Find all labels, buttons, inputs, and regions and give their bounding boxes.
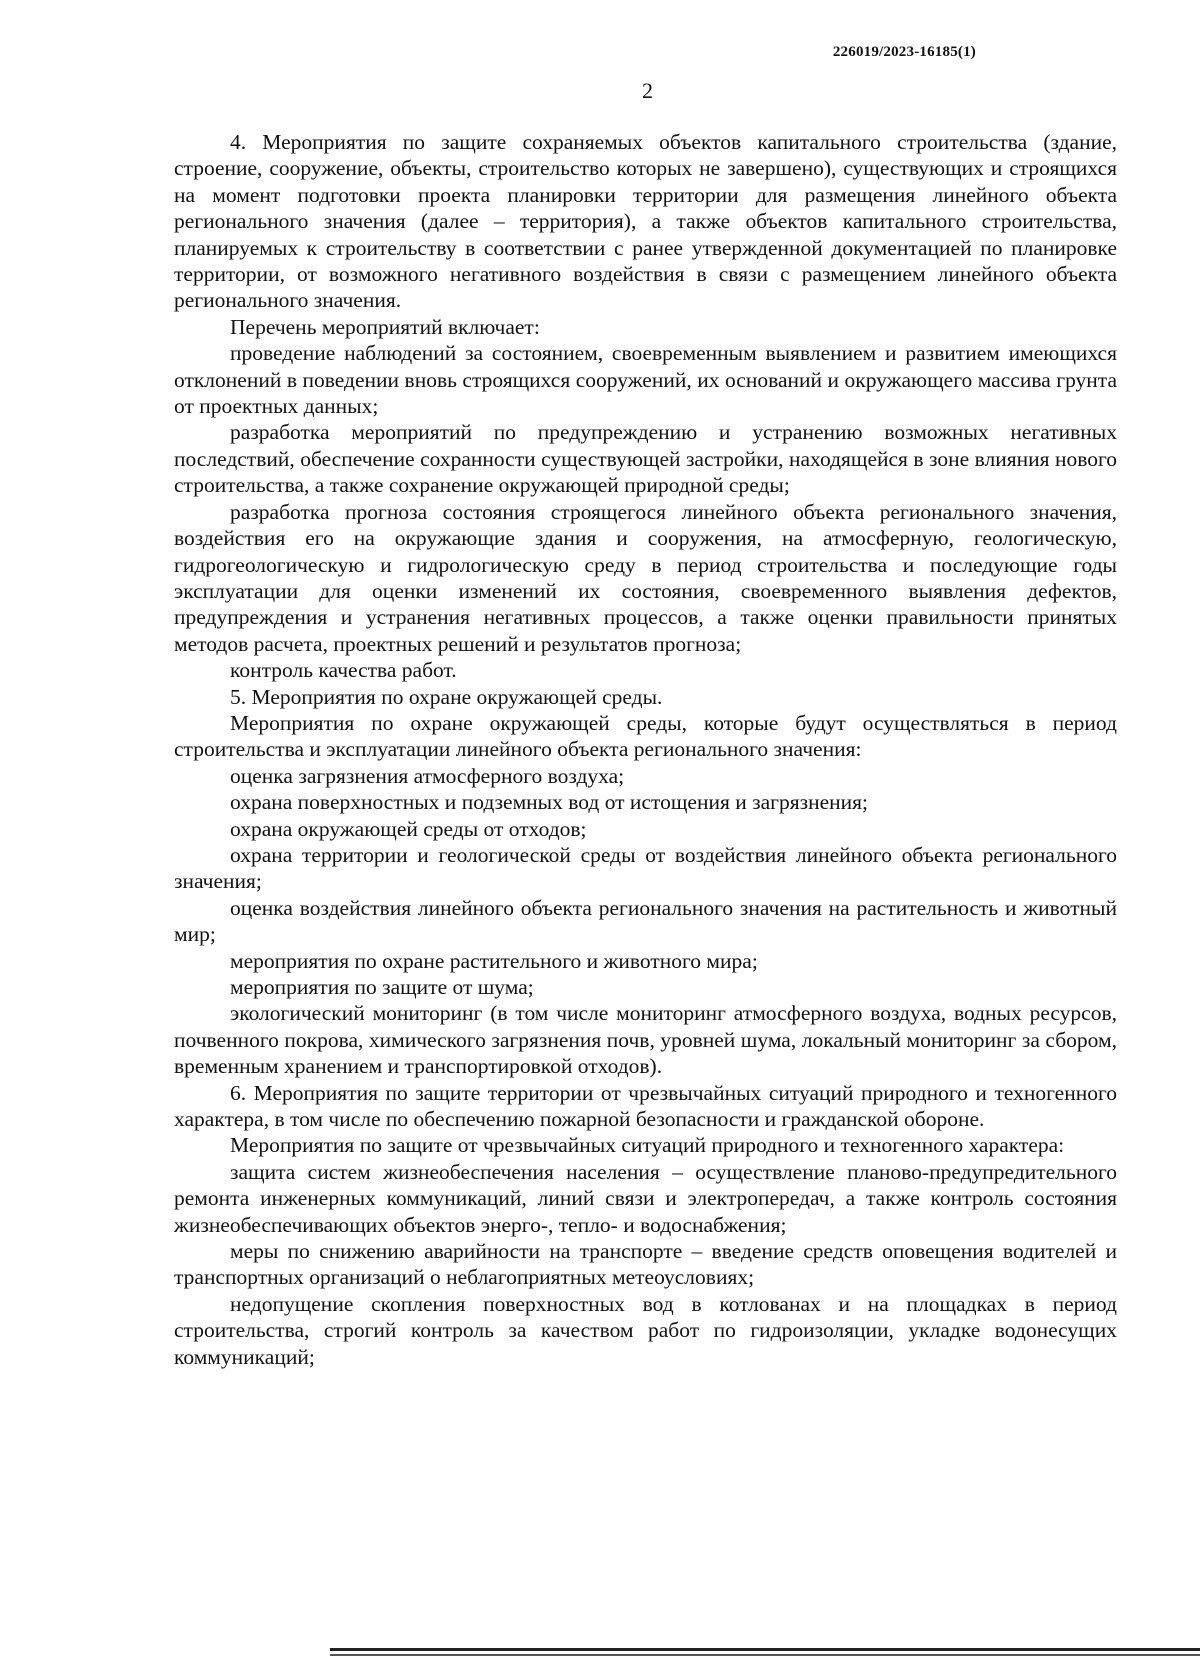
list-item-flora-fauna-protection: мероприятия по охране растительного и животного мира; xyxy=(230,948,758,973)
page-number: 2 xyxy=(642,78,653,103)
section-6-intro-paragraph: Мероприятия по защите от чрезвычайных ситуаций природного и техногенного характера: xyxy=(230,1133,1065,1158)
list-item-air-pollution: оценка загрязнения атмосферного воздуха; xyxy=(230,763,625,788)
list-item-observations: проведение наблюдений за состоянием, своевременным выявлением и развитием имеющихся отклонений в поведении вновь строящихся сооружений, их оснований и окружающего массива грунта от проектных данных; xyxy=(174,341,1117,419)
section-5-heading-paragraph: 5. Мероприятия по охране окружающей среды. xyxy=(230,684,663,709)
section-4-heading-paragraph: 4. Мероприятия по защите сохраняемых объектов капитального строительства (здание, строение, сооружение, объекты, строительство которых не завершено), существующих и строящихся на момент подготовки проекта планировки территории для размещения линейного объекта регионального значения (далее – территория), а также объектов капитального строительства, планируемых к строительству в соответствии с ранее утвержденной документацией по планировке территории, от возможного негативного воздействия в связи с размещением линейного объекта регионального значения. xyxy=(174,130,1117,313)
list-item-transport-safety: меры по снижению аварийности на транспорте – введение средств оповещения водителей и транспортных организаций о неблагоприятных метеоусловиях; xyxy=(174,1239,1117,1290)
list-item-surface-water: недопущение скопления поверхностных вод в котлованах и на площадках в период строительства, строгий контроль за качеством работ по гидроизоляции, укладке водонесущих коммуникаций; xyxy=(174,1291,1117,1369)
list-item-eco-monitoring: экологический мониторинг (в том числе мониторинг атмосферного воздуха, водных ресурсов, почвенного покрова, химического загрязнения почв, уровней шума, локальный мониторинг за сбором, временным хранением и транспортировкой отходов). xyxy=(174,1001,1117,1079)
list-intro-paragraph: Перечень мероприятий включает: xyxy=(230,314,540,339)
list-item-waste: охрана окружающей среды от отходов; xyxy=(230,816,587,841)
list-item-quality-control: контроль качества работ. xyxy=(230,658,457,683)
footer-scan-edge-line xyxy=(330,1648,1200,1651)
section-5-intro-paragraph: Мероприятия по охране окружающей среды, которые будут осуществляться в период строительства и эксплуатации линейного объекта регионального значения: xyxy=(174,710,1117,762)
list-item-prevention: разработка мероприятий по предупреждению и устранению возможных негативных последствий, обеспечение сохранности существующей застройки, находящейся в зоне влияния нового строительства, а также сохранение окружающей природной среды; xyxy=(174,420,1117,498)
list-item-geology: охрана территории и геологической среды от воздействия линейного объекта регионального значения; xyxy=(174,842,1117,894)
list-item-flora-fauna-impact: оценка воздействия линейного объекта регионального значения на растительность и животный мир; xyxy=(174,895,1117,947)
list-item-noise: мероприятия по защите от шума; xyxy=(230,975,534,999)
section-6-heading-paragraph: 6. Мероприятия по защите территории от чрезвычайных ситуаций природного и техногенного характера, в том числе по обеспечению пожарной безопасности и гражданской обороне. xyxy=(174,1080,1117,1132)
list-item-forecast: разработка прогноза состояния строящегося линейного объекта регионального значения, воздействия его на окружающие здания и сооружения, на атмосферную, геологическую, гидрогеологическую и гидрологическую среду в период строительства и последующие годы эксплуатации для оценки изменений их состояния, своевременного выявления дефектов, предупреждения и устранения негативных процессов, а также оценки правильности принятых методов расчета, проектных решений и результатов прогноза; xyxy=(174,499,1117,656)
list-item-water-protection: охрана поверхностных и подземных вод от истощения и загрязнения; xyxy=(230,790,869,815)
document-body xyxy=(174,129,1117,1370)
list-item-life-support: защита систем жизнеобеспечения населения – осуществление планово-предупредительного ремонта инженерных коммуникаций, линий связи и электропередач, а также контроль состояния жизнеобеспечивающих объектов энерго-, тепло- и водоснабжения; xyxy=(174,1159,1117,1237)
document-id: 226019/2023-16185(1) xyxy=(832,44,976,60)
